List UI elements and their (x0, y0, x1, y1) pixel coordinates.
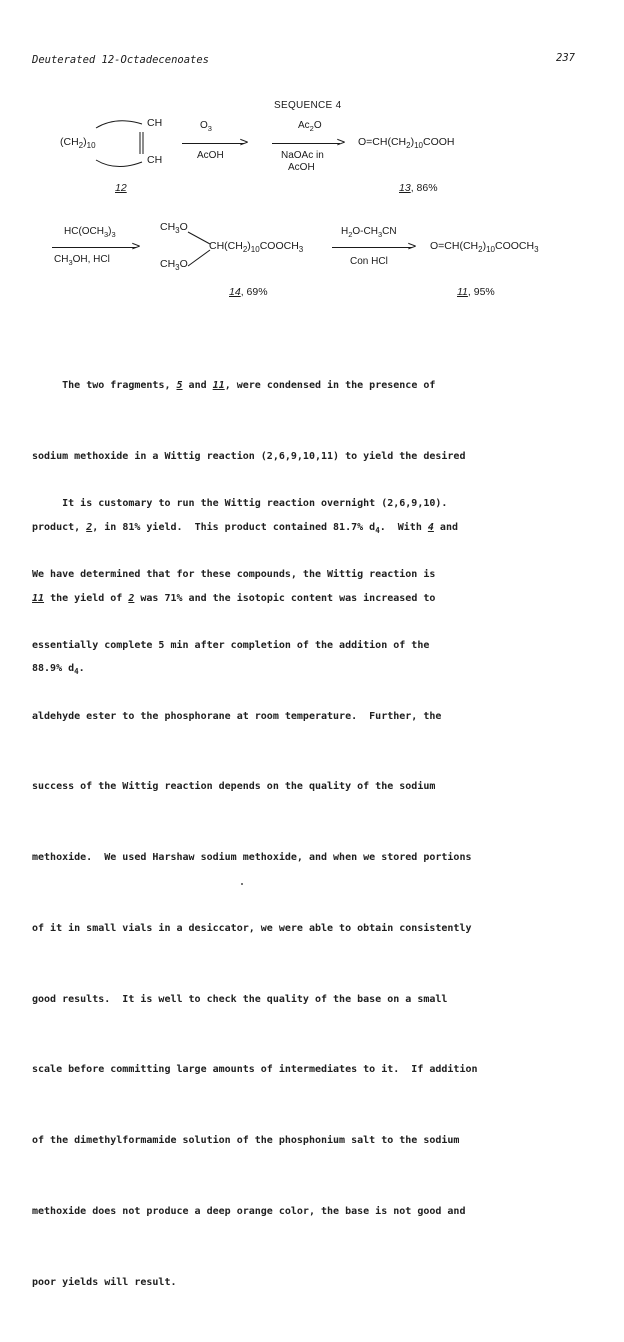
product-13-label: 13, 86% (399, 182, 438, 194)
scheme-title: SEQUENCE 4 (274, 100, 342, 111)
p2-line: good results. It is well to check the quality of the base on a small (32, 993, 448, 1005)
p1-line-5: 88.9% $d_4$. (32, 663, 85, 677)
reaction-arrow-2 (272, 143, 340, 144)
p2-line: methoxide. We used Harshaw sodium methoxide, and when we stored portions (32, 852, 472, 864)
product-11-formula: $O=CH(CH_2)_{10}COOCH_3$ (430, 240, 539, 254)
p1-line-4: 11 the yield of 2 was 71% and the isotopic content was increased to (32, 592, 436, 604)
running-title: Deuterated 12-Octadecenoates (32, 54, 210, 66)
p2-line: scale before committing large amounts of intermediates to it. If addition (32, 1064, 478, 1076)
p2-line: We have determined that for these compounds, the Wittig reaction is (32, 568, 436, 580)
stray-mark (241, 883, 243, 885)
p1-line-3: product, 2, in 81% yield. This product contained 81.7% $d_4$. With 4 and (32, 521, 458, 535)
row2-arrow-head-1: > (131, 239, 142, 253)
product-11-label: 11, 95% (457, 286, 495, 298)
paragraph-2 (32, 445, 602, 1342)
row2-reaction-arrow-2 (332, 247, 412, 248)
arrow-head-2: > (336, 135, 347, 149)
row2-arrow1-reagent-above: $HC(OCH_3)_3$ (64, 226, 116, 239)
compound-number-12: 12 (115, 182, 127, 194)
arrow2-reagent-above: $Ac_2O$ (298, 120, 322, 133)
p2-line: It is customary to run the Wittig reaction overnight (2,6,9,10). (32, 498, 448, 510)
row2-arrow2-reagent-below: Con HCl (350, 256, 388, 267)
arrow2-reagent-below-1: NaOAc in (281, 150, 324, 161)
p2-line: success of the Wittig reaction depends on the quality of the sodium (32, 781, 436, 793)
row2-reaction-arrow-1 (52, 247, 136, 248)
arrow2-reagent-below-2: AcOH (288, 162, 315, 173)
p2-line: of it in small vials in a desiccator, we were able to obtain consistently (32, 922, 472, 934)
arrow-head-1: > (239, 135, 250, 149)
arrow1-reagent-above: $O_3$ (200, 120, 212, 133)
row2-arrow1-reagent-below: $CH_3OH$, HCl (54, 254, 110, 267)
p2-line: of the dimethylformamide solution of the phosphonium salt to the sodium (32, 1135, 460, 1147)
acetal-methoxy-bottom: $CH_3O$ (160, 258, 188, 272)
product-13-formula: $O=CH(CH_2)_{10}COOH$ (358, 136, 455, 150)
row2-arrow2-reagent-above: $H_2O-CH_3CN$ (341, 226, 397, 239)
acetal-methoxy-top: $CH_3O$ (160, 221, 188, 235)
arrow1-reagent-below: AcOH (197, 150, 224, 161)
p2-line: aldehyde ester to the phosphorane at room temperature. Further, the (32, 710, 442, 722)
acetal-chain: $CH(CH_2)_{10}COOCH_3$ (209, 240, 304, 254)
p2-line: poor yields will result. (32, 1276, 177, 1288)
ch-top-label: CH (147, 117, 163, 129)
p2-line: methoxide does not produce a deep orange color, the base is not good and (32, 1206, 466, 1217)
p2-line: essentially complete 5 min after completion of the addition of the (32, 639, 430, 651)
ring-chain-label: $(CH_2)_{10}$ (60, 136, 96, 150)
reaction-arrow-1 (182, 143, 244, 144)
ch-bottom-label: CH (147, 154, 163, 166)
page-number: 237 (556, 52, 575, 64)
row2-arrow-head-2: > (407, 239, 418, 253)
p1-line-1: The two fragments, 5 and 11, were condensed in the presence of (32, 380, 436, 392)
p1-line-2: sodium methoxide in a Wittig reaction (2,6,9,10,11) to yield the desired (32, 450, 466, 462)
acetal-14-label: 14, 69% (229, 286, 268, 298)
